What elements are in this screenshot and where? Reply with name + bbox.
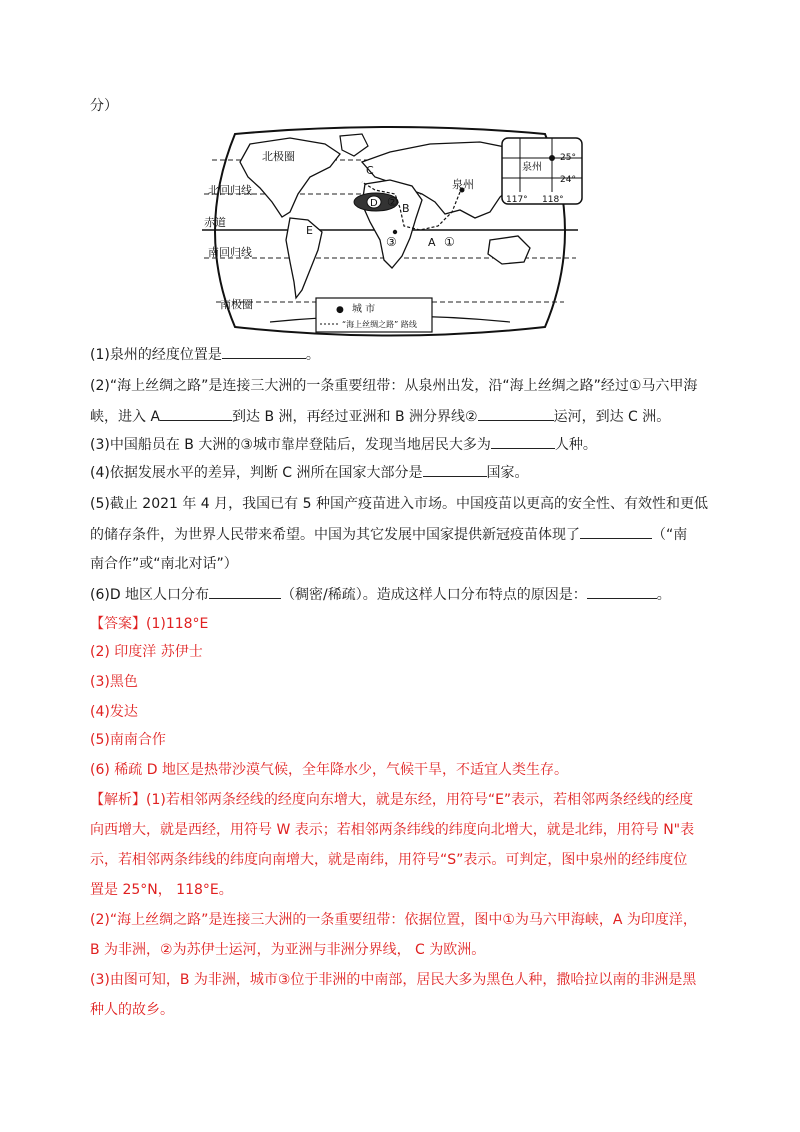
answer-4: (4)发达 <box>90 704 138 720</box>
analysis-p1-line3: 示，若相邻两条纬线的纬度向南增大，就是南纬，用符号“S”表示。可判定，图中泉州的经纬度位 <box>90 852 688 868</box>
answer-6: (6) 稀疏 D 地区是热带沙漠气候，全年降水少，气候干旱，不适宜人类生存。 <box>90 762 568 778</box>
question-5-line1: (5)截止 2021 年 4 月，我国已有 5 种国产疫苗进入市场。中国疫苗以更高的安全性、有效性和更低 <box>90 496 708 512</box>
answer-3: (3)黑色 <box>90 674 138 690</box>
label-tropic-cancer: 北回归线 <box>208 184 252 197</box>
label-num2: ② <box>387 195 398 209</box>
world-map-figure <box>190 122 590 342</box>
question-5-text-a: 的储存条件，为世界人民带来希望。中国为其它发展中国家提供新冠疫苗体现了 <box>90 527 580 543</box>
question-4 <box>90 462 529 483</box>
question-5-line2 <box>90 524 687 545</box>
label-equator: 赤道 <box>204 216 226 229</box>
label-quanzhou: 泉州 <box>452 178 474 191</box>
answer-5: (5)南南合作 <box>90 732 166 748</box>
label-d: D <box>370 198 378 209</box>
question-2-text-c: 运河，到达 C 洲。 <box>553 409 671 425</box>
label-tropic-capricorn: 南回归线 <box>208 246 252 259</box>
label-antarctic: 南极圈 <box>220 298 253 311</box>
question-2-line2 <box>90 406 670 427</box>
label-num1: ① <box>444 235 455 249</box>
legend-dot-icon: ● <box>336 305 344 315</box>
answer-1 <box>90 614 208 634</box>
answer-blank[interactable] <box>209 584 281 599</box>
question-1-end: 。 <box>305 347 320 363</box>
answer-blank[interactable] <box>222 344 306 359</box>
answer-blank[interactable] <box>491 434 555 449</box>
analysis-p1-text: (1)若相邻两条经线的经度向东增大，就是东经，用符号“E”表示，若相邻两条经线的经度 <box>146 792 694 808</box>
question-6-text-b: （稠密/稀疏）。造成这样人口分布特点的原因是： <box>281 587 587 603</box>
analysis-p3-line1: (3)由图可知，B 为非洲，城市③位于非洲的中南部，居民大多为黑色人种，撒哈拉以南的非洲是黑 <box>90 972 697 988</box>
question-5-text-b: （“南 <box>652 527 688 543</box>
inset-city-label: 泉州 <box>522 162 542 173</box>
question-1 <box>90 344 320 365</box>
analysis-p1-line4: 置是 25°N， 118°E。 <box>90 882 233 898</box>
question-6-end: 。 <box>656 587 671 603</box>
world-map <box>190 122 590 342</box>
answer-blank[interactable] <box>160 406 232 421</box>
inset-lat1: 25° <box>560 153 576 163</box>
analysis-p2-line1: (2)“海上丝绸之路”是连接三大洲的一条重要纽带：依据位置，图中①为马六甲海峡，A 为印度洋， <box>90 912 697 928</box>
question-3 <box>90 434 597 455</box>
label-a: A <box>428 236 436 249</box>
answer-2: (2) 印度洋 苏伊士 <box>90 644 203 660</box>
city-3-dot <box>393 230 397 234</box>
analysis-p3-line2: 种人的故乡。 <box>90 1002 174 1018</box>
question-4-end: 国家。 <box>486 465 529 481</box>
analysis-label: 【解析】 <box>90 792 146 808</box>
answer-blank[interactable] <box>423 462 487 477</box>
analysis-p1-line2: 向西增大，就是西经，用符号 W 表示；若相邻两条纬线的纬度向北增大，就是北纬，用符号 N"表 <box>90 822 695 838</box>
question-2-text-a: 峡，进入 A <box>90 409 161 425</box>
label-c: C <box>366 164 374 177</box>
answer-blank[interactable] <box>587 584 657 599</box>
answer-blank[interactable] <box>580 524 652 539</box>
inset-lat2: 24° <box>560 175 576 185</box>
question-2-text-b: 到达 B 洲，再经过亚洲和 B 洲分界线② <box>232 409 478 425</box>
question-1-text: (1)泉州的经度位置是 <box>90 347 222 363</box>
label-arctic: 北极圈 <box>262 150 295 163</box>
question-3-text: (3)中国船员在 B 大洲的③城市靠岸登陆后，发现当地居民大多为 <box>90 437 491 453</box>
question-2-line1: (2)“海上丝绸之路”是连接三大洲的一条重要纽带：从泉州出发，沿“海上丝绸之路”经过①马六甲海 <box>90 378 698 394</box>
header-fragment: 分） <box>90 98 118 114</box>
question-6-text-a: (6)D 地区人口分布 <box>90 587 210 603</box>
question-5-line3: 南合作”或“南北对话”） <box>90 556 238 572</box>
analysis-p2-line2: B 为非洲，②为苏伊士运河，为亚洲与非洲分界线， C 为欧洲。 <box>90 942 486 958</box>
answer-1-text: (1)118°E <box>146 616 209 632</box>
answer-label: 【答案】 <box>90 616 146 632</box>
legend-route: “海上丝绸之路” 路线 <box>342 320 417 329</box>
answer-blank[interactable] <box>478 406 554 421</box>
inset-lon1: 117° <box>506 195 528 205</box>
inset-quanzhou-dot <box>549 155 555 161</box>
inset-lon2: 118° <box>542 195 564 205</box>
question-3-end: 人种。 <box>554 437 597 453</box>
label-num3: ③ <box>386 235 397 249</box>
analysis-p1-line1 <box>90 790 693 810</box>
label-e: E <box>306 224 313 237</box>
legend-city: 城 市 <box>352 304 376 315</box>
label-b: B <box>402 202 410 215</box>
question-6 <box>90 584 671 605</box>
question-4-text: (4)依据发展水平的差异，判断 C 洲所在国家大部分是 <box>90 465 423 481</box>
